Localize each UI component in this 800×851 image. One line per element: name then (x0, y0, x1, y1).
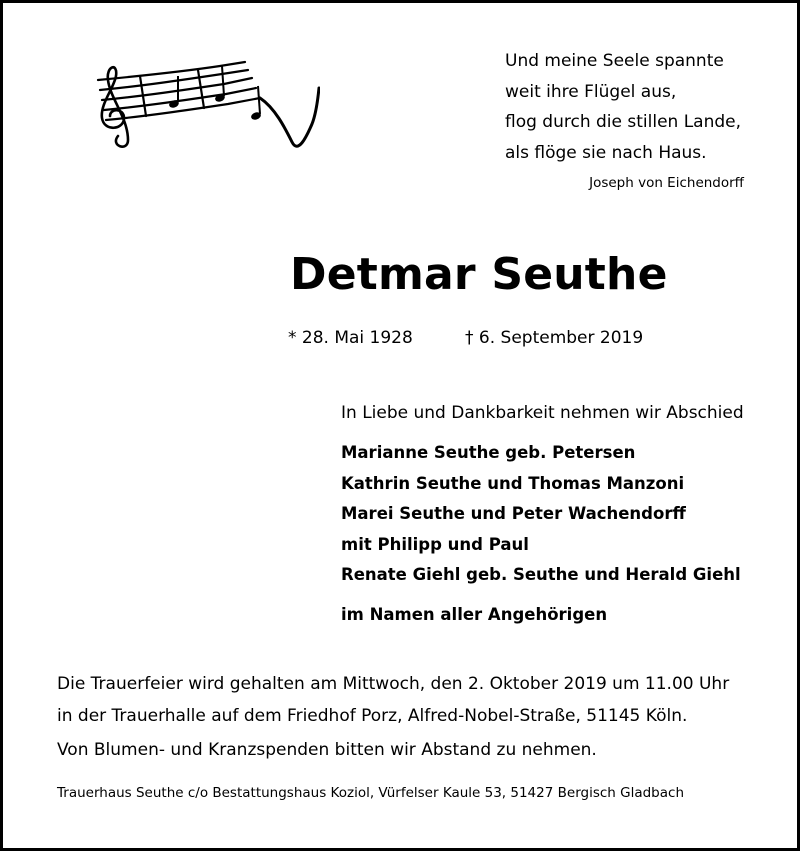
service-line: Die Trauerfeier wird gehalten am Mittwoch, den 2. Oktober 2019 um 11.00 Uhr (57, 674, 730, 694)
poem-line: Und meine Seele spannte (505, 51, 724, 71)
family-member: Kathrin Seuthe und Thomas Manzoni (341, 473, 685, 493)
farewell-intro: In Liebe und Dankbarkeit nehmen wir Abschied (341, 403, 744, 423)
music-notes-icon (70, 58, 320, 163)
poem-line: als flöge sie nach Haus. (505, 142, 707, 163)
family-list (341, 438, 741, 591)
service-line: in der Trauerhalle auf dem Friedhof Porz, Alfred-Nobel-Straße, 51145 Köln. (57, 706, 688, 726)
footer-address: Trauerhaus Seuthe c/o Bestattungshaus Koziol, Vürfelser Kaule 53, 51427 Bergisch Gladbach (57, 785, 684, 801)
poem-line: flog durch die stillen Lande, (505, 112, 742, 132)
flowers-note: Von Blumen- und Kranzspenden bitten wir Abstand zu nehmen. (57, 740, 597, 760)
poem-author: Joseph von Eichendorff (589, 175, 744, 191)
family-member: Renate Giehl geb. Seuthe und Herald Giehl (341, 565, 741, 584)
birth-date: * 28. Mai 1928 (288, 328, 413, 348)
family-member: Marianne Seuthe geb. Petersen (341, 443, 636, 462)
family-member: Marei Seuthe und Peter Wachendorff (341, 504, 686, 523)
poem-line: weit ihre Flügel aus, (505, 81, 677, 102)
family-member: mit Philipp und Paul (341, 534, 529, 554)
deceased-name: Detmar Seuthe (290, 249, 668, 300)
service-info (57, 668, 729, 732)
behalf-line: im Namen aller Angehörigen (341, 605, 608, 624)
poem (505, 46, 741, 168)
death-date: † 6. September 2019 (465, 328, 644, 348)
